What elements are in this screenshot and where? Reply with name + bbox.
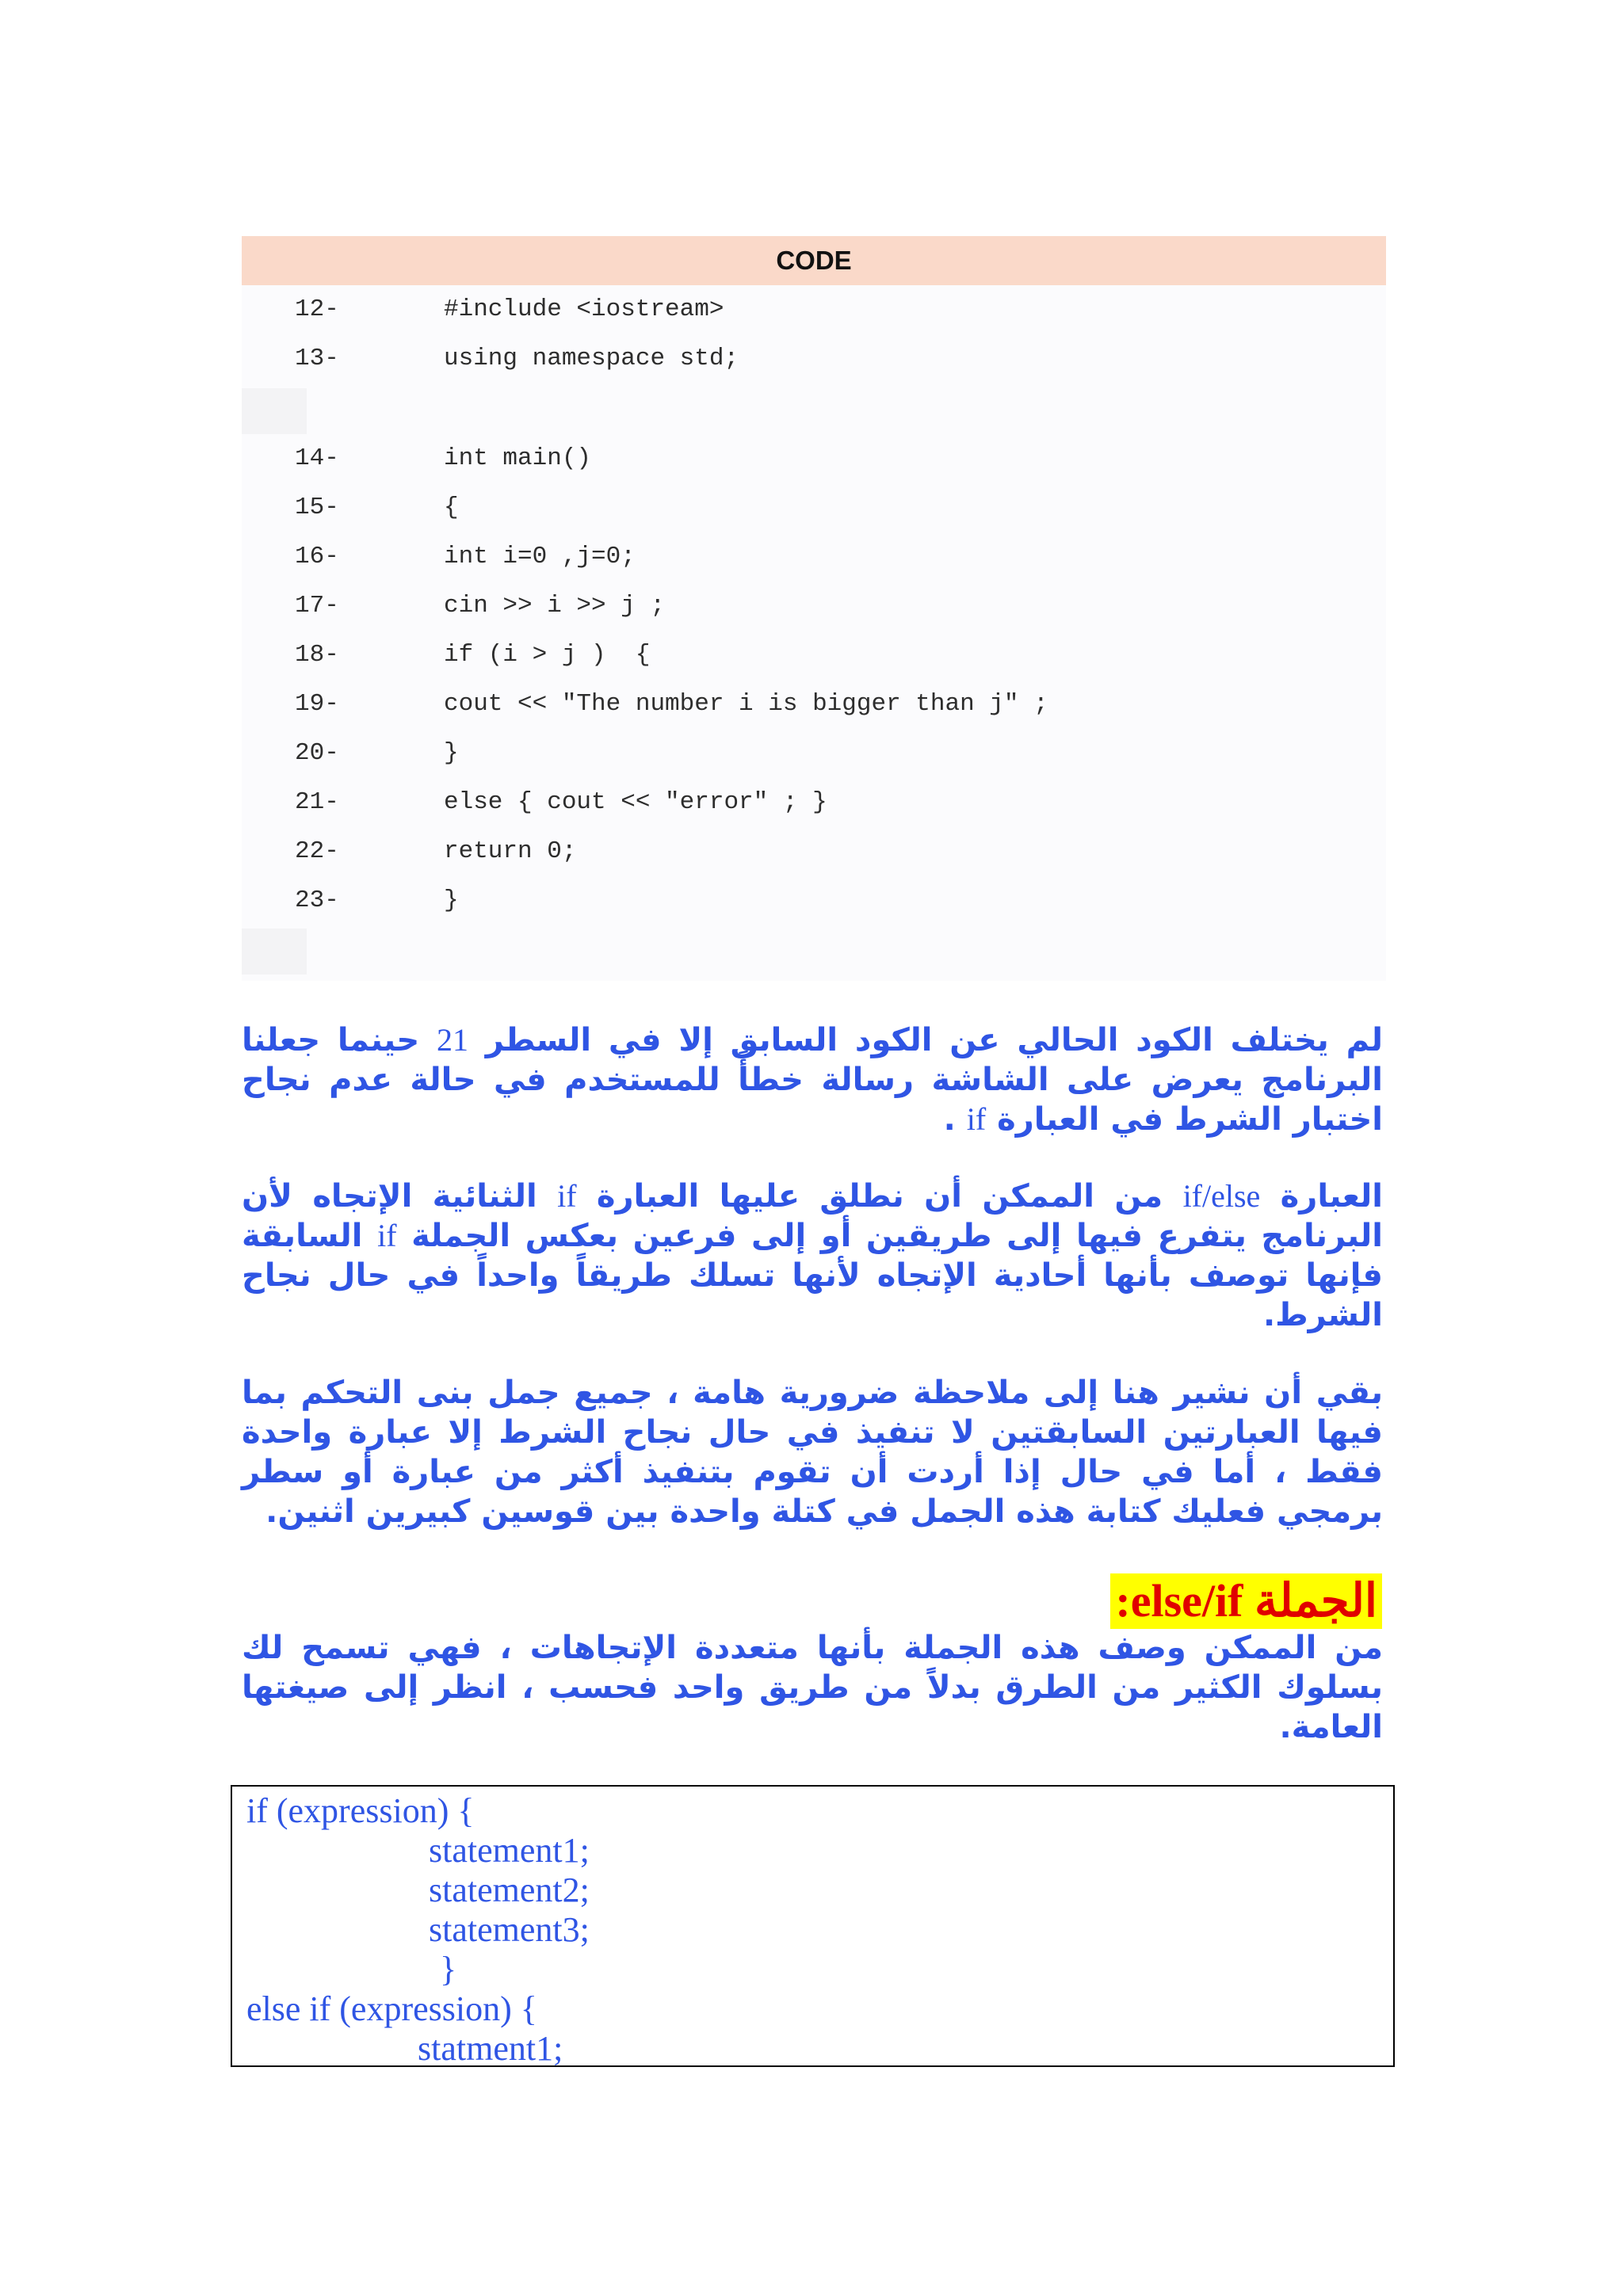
text-run: من الممكن أن نطلق عليها العبارة	[576, 1178, 1183, 1215]
code-gap	[242, 388, 307, 434]
line-number: 13-	[295, 344, 339, 372]
syntax-line: }	[440, 1950, 457, 1989]
code-gap	[242, 929, 307, 974]
line-number: 21-	[295, 788, 339, 816]
text-run: 21	[437, 1022, 468, 1058]
line-number: 14-	[295, 444, 339, 472]
section-heading: الجملة else/if:	[1110, 1573, 1382, 1629]
syntax-line: statement1;	[429, 1831, 590, 1870]
syntax-line: else if (expression) {	[246, 1989, 537, 2028]
line-number: 12-	[295, 295, 339, 323]
paragraph-else-if: من الممكن وصف هذه الجملة بأنها متعددة الإتجاهات ، فهي تسمح لك بسلوك الكثير من الطرق بدلاً من طريق واحد فحسب ، انظر إلى صيغتها العامة.	[242, 1630, 1383, 1745]
line-number: 18-	[295, 640, 339, 669]
text-run: السابقة فإنها توصف بأنها أحادية الإتجاه لأنها تسلك طريقاً واحداً في حال نجاح الشرط.	[242, 1218, 1383, 1333]
code-header: CODE	[242, 236, 1386, 285]
text-run: if/else	[1182, 1178, 1261, 1214]
code-text: }	[444, 886, 459, 914]
code-text: #include <iostream>	[444, 295, 724, 323]
code-text: {	[444, 493, 459, 521]
paragraph-if-else	[242, 1177, 1383, 1335]
line-number: 19-	[295, 689, 339, 718]
line-number: 16-	[295, 542, 339, 570]
line-number: 15-	[295, 493, 339, 521]
line-number: 22-	[295, 837, 339, 865]
code-text: cout << "The number i is bigger than j" ;	[444, 689, 1048, 718]
code-text: int i=0 ,j=0;	[444, 542, 636, 570]
text-run: العبارة	[1260, 1178, 1383, 1215]
code-text: cin >> i >> j ;	[444, 591, 666, 620]
text-run: لم يختلف الكود الحالي عن الكود السابق إلا في السطر	[468, 1022, 1383, 1058]
text-run: if	[377, 1218, 397, 1253]
code-text: else { cout << "error" ; }	[444, 788, 827, 816]
code-block	[242, 236, 1386, 981]
code-text: int main()	[444, 444, 592, 472]
syntax-line: statment1;	[418, 2029, 563, 2068]
text-run: الثنائية الإتجاه لأن البرنامج يتفرع فيها إلى طريقين أو إلى فرعين بعكس الجملة	[242, 1178, 1383, 1254]
syntax-line: statement3;	[429, 1910, 590, 1949]
syntax-line: if (expression) {	[246, 1791, 475, 1830]
paragraph-code-explanation	[242, 1020, 1383, 1139]
text-run: if	[966, 1101, 987, 1137]
code-text: }	[444, 738, 459, 767]
text-run: if	[557, 1178, 577, 1214]
line-number: 23-	[295, 886, 339, 914]
line-number: 20-	[295, 738, 339, 767]
text-run: .	[943, 1101, 967, 1138]
code-text: if (i > j ) {	[444, 640, 651, 669]
code-text: return 0;	[444, 837, 577, 865]
line-number: 17-	[295, 591, 339, 620]
text-run: حينما جعلنا البرنامج يعرض على الشاشة رسالة خطأً للمستخدم في حالة عدم نجاح اختبار الشرط في العبارة	[242, 1022, 1383, 1138]
syntax-box	[231, 1785, 1395, 2067]
code-text: using namespace std;	[444, 344, 739, 372]
paragraph-note: بقي أن نشير هنا إلى ملاحظة ضرورية هامة ، جميع جمل بنى التحكم بما فيها العبارتين السابقتين لا تنفيذ في حال نجاح الشرط إلا عبارة واحدة فقط ، أما في حال إذا أردت أن تقوم بتنفيذ أكثر من عبارة أو سطر برمجي فعليك كتابة هذه الجمل في كتلة واحدة بين قوسين كبيرين اثنين.	[242, 1375, 1383, 1530]
syntax-line: statement2;	[429, 1871, 590, 1909]
